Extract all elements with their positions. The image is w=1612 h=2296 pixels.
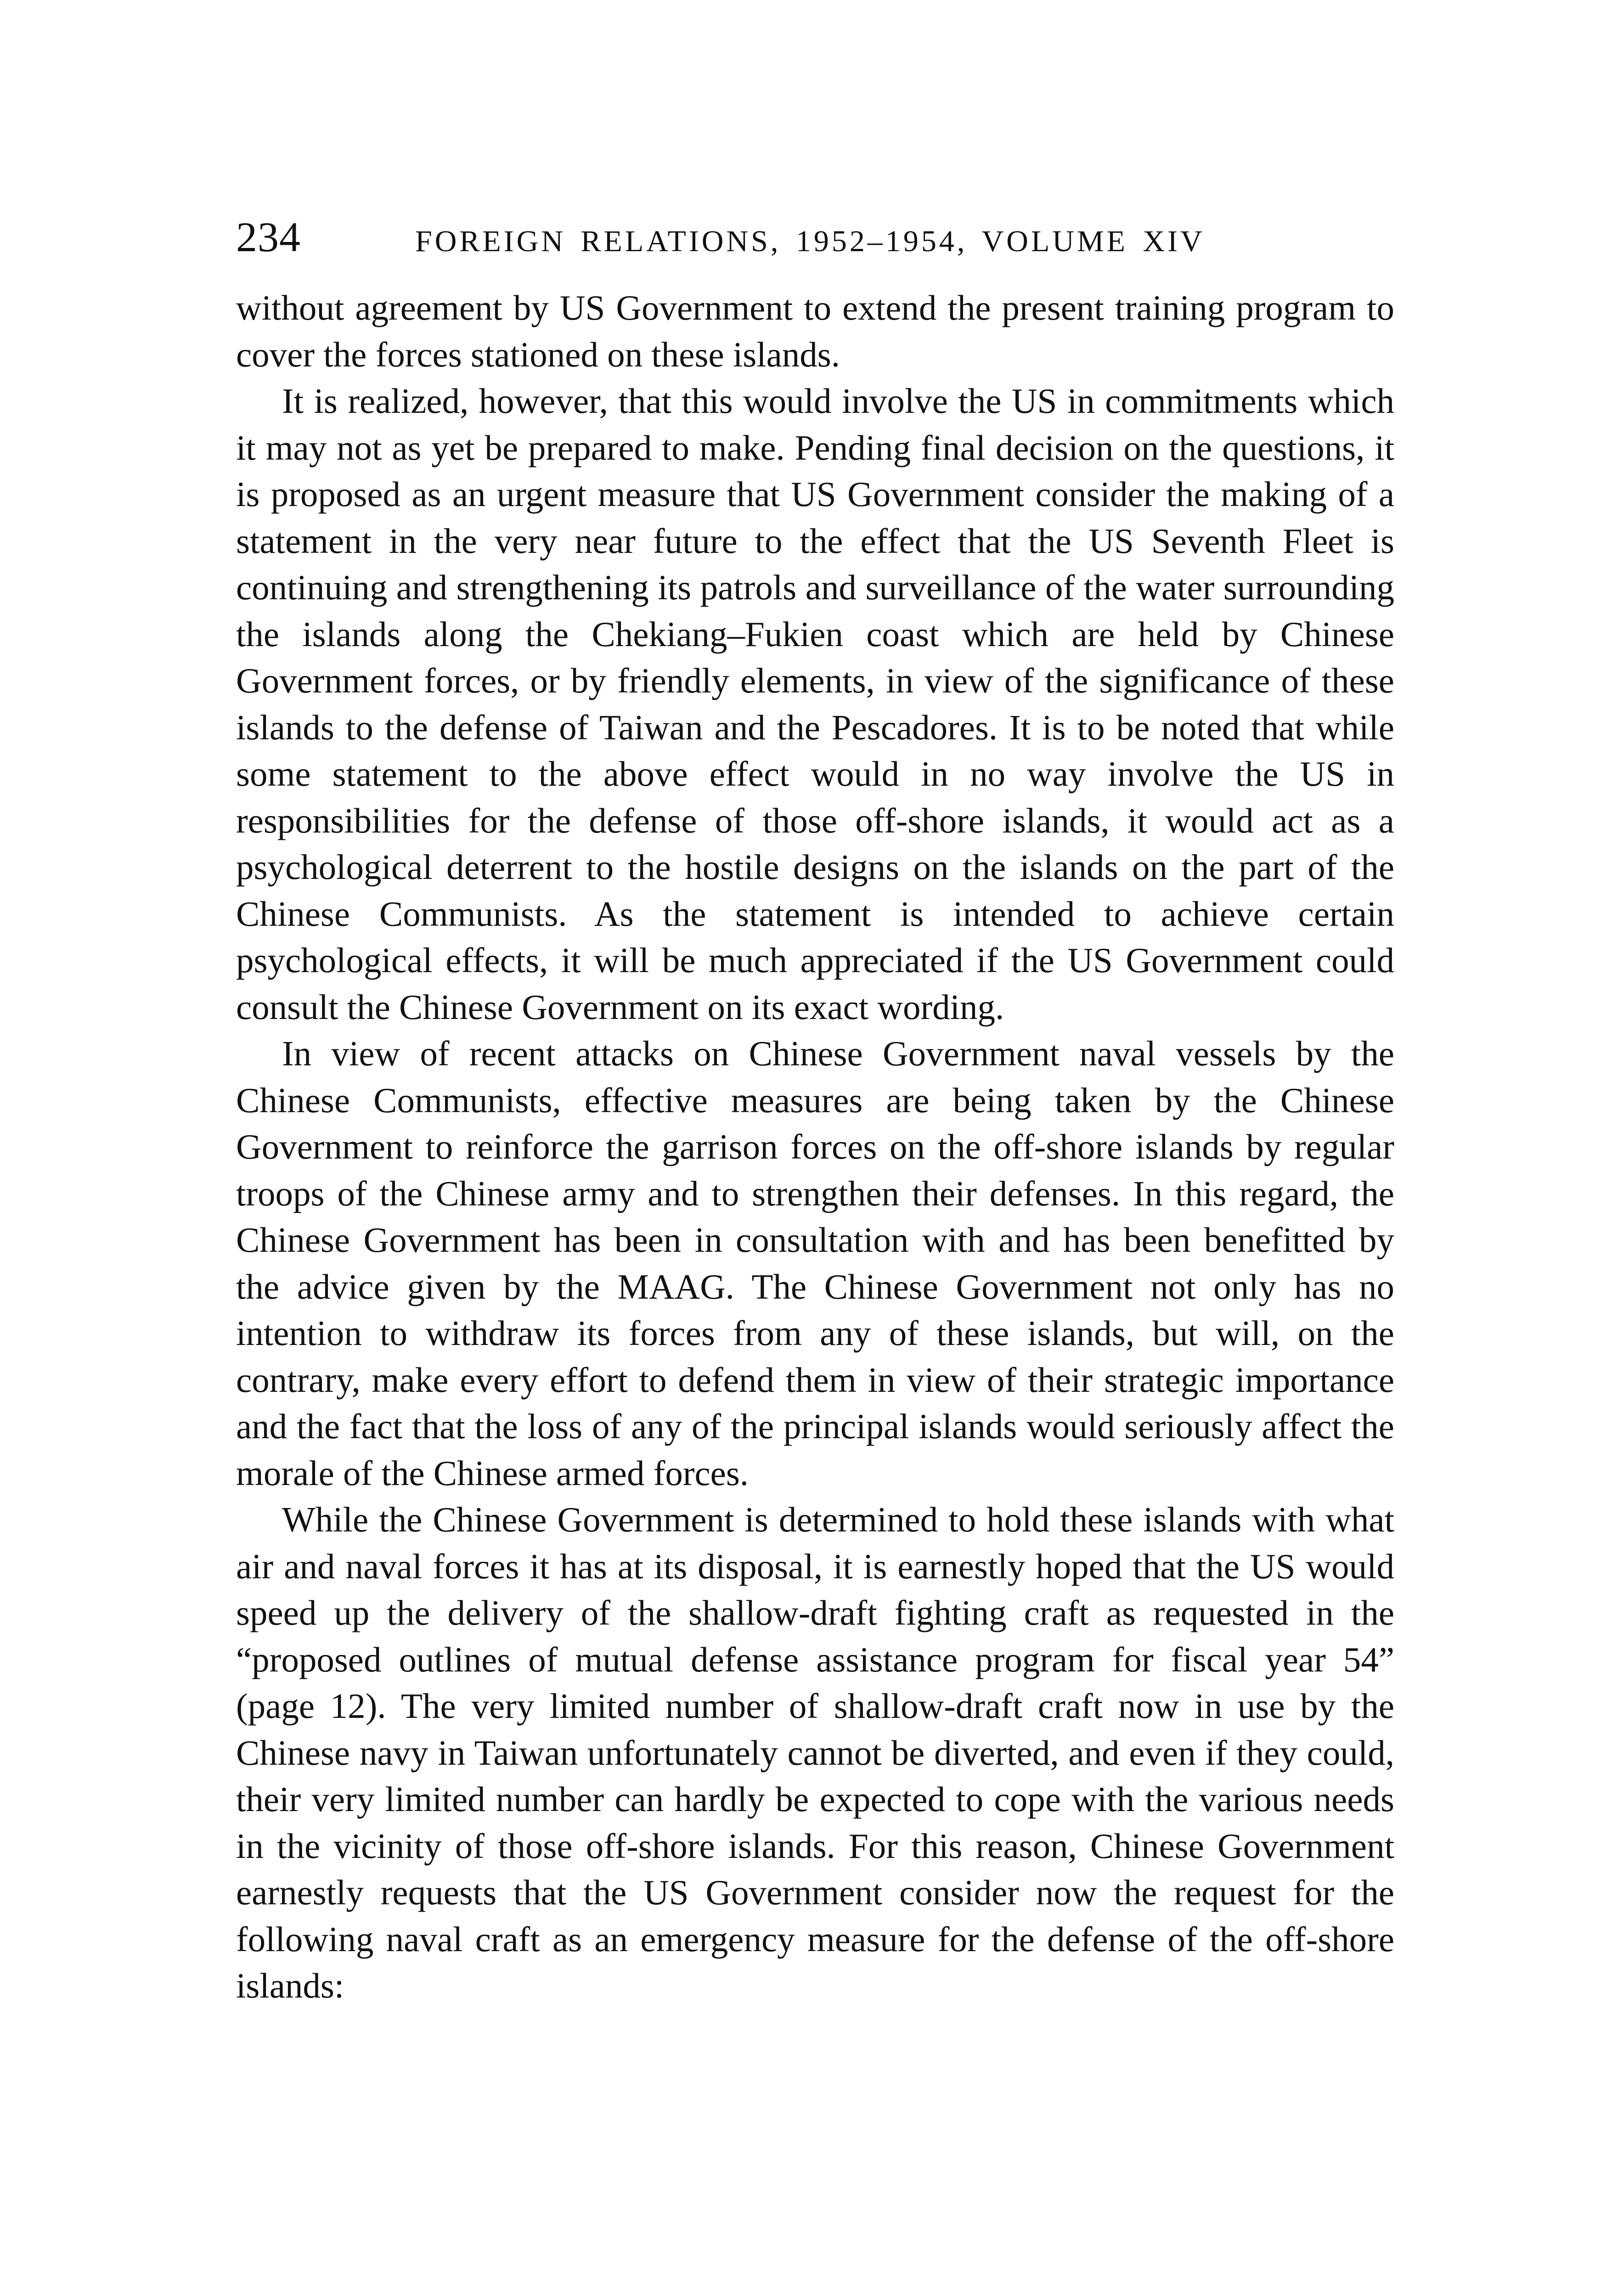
running-head <box>236 216 1393 266</box>
page-number: 234 <box>236 214 301 260</box>
paragraph-statement-proposal: It is realized, however, that this would involve the US in commitments which it may not as yet be prepared to make. Pending final decision on the questions, it is proposed as an urgent measure that US Government consider the making of a statement in the very near future to the effect that the US Seventh Fleet is continuing and strengthening its patrols and surveillance of the water surrounding the islands along the Chekiang–Fukien coast which are held by Chinese Government forces, or by friendly elements, in view of the significance of these islands to the defense of Taiwan and the Pescadores. It is to be noted that while some statement to the above effect would in no way involve the US in responsibilities for the defense of those off-shore islands, it would act as a psychological deterrent to the hostile designs on the islands on the part of the Chinese Communists. As the statement is intended to achieve certain psychological effects, it will be much appreciated if the US Government could consult the Chinese Government on its exact wording. <box>236 381 1394 1027</box>
paragraph-naval-craft-request: While the Chinese Government is determined to hold these islands with what air and naval forces it has at its disposal, it is earnestly hoped that the US would speed up the delivery of the shallow-draft fighting craft as requested in the “proposed outlines of mutual defense assistance program for fiscal year 54” (page 12). The very limited number of shallow-draft craft now in use by the Chinese navy in Taiwan unfortunately cannot be diverted, and even if they could, their very limited number can hardly be expected to cope with the various needs in the vicinity of those off-shore islands. For this reason, Chinese Government earnestly requests that the US Government consider now the request for the following naval craft as an emergency measure for the defense of the off-shore islands: <box>236 1500 1394 2005</box>
body-text <box>236 285 1394 2009</box>
paragraph-garrison-reinforcement: In view of recent attacks on Chinese Government naval vessels by the Chinese Communists, effective measures are being taken by the Chinese Government to reinforce the garrison forces on the off-shore islands by regular troops of the Chinese army and to strengthen their defenses. In this regard, the Chinese Government has been in consultation with and has been benefitted by the advice given by the MAAG. The Chinese Government not only has no intention to withdraw its forces from any of these islands, but will, on the contrary, make every effort to defend them in view of their strategic importance and the fact that the loss of any of the principal islands would seriously affect the morale of the Chinese armed forces. <box>236 1034 1394 1493</box>
running-title: FOREIGN RELATIONS, 1952–1954, VOLUME XIV <box>415 225 1205 258</box>
paragraph-continuation: without agreement by US Government to extend the present training program to cover the forces stationed on these islands. <box>236 288 1394 374</box>
